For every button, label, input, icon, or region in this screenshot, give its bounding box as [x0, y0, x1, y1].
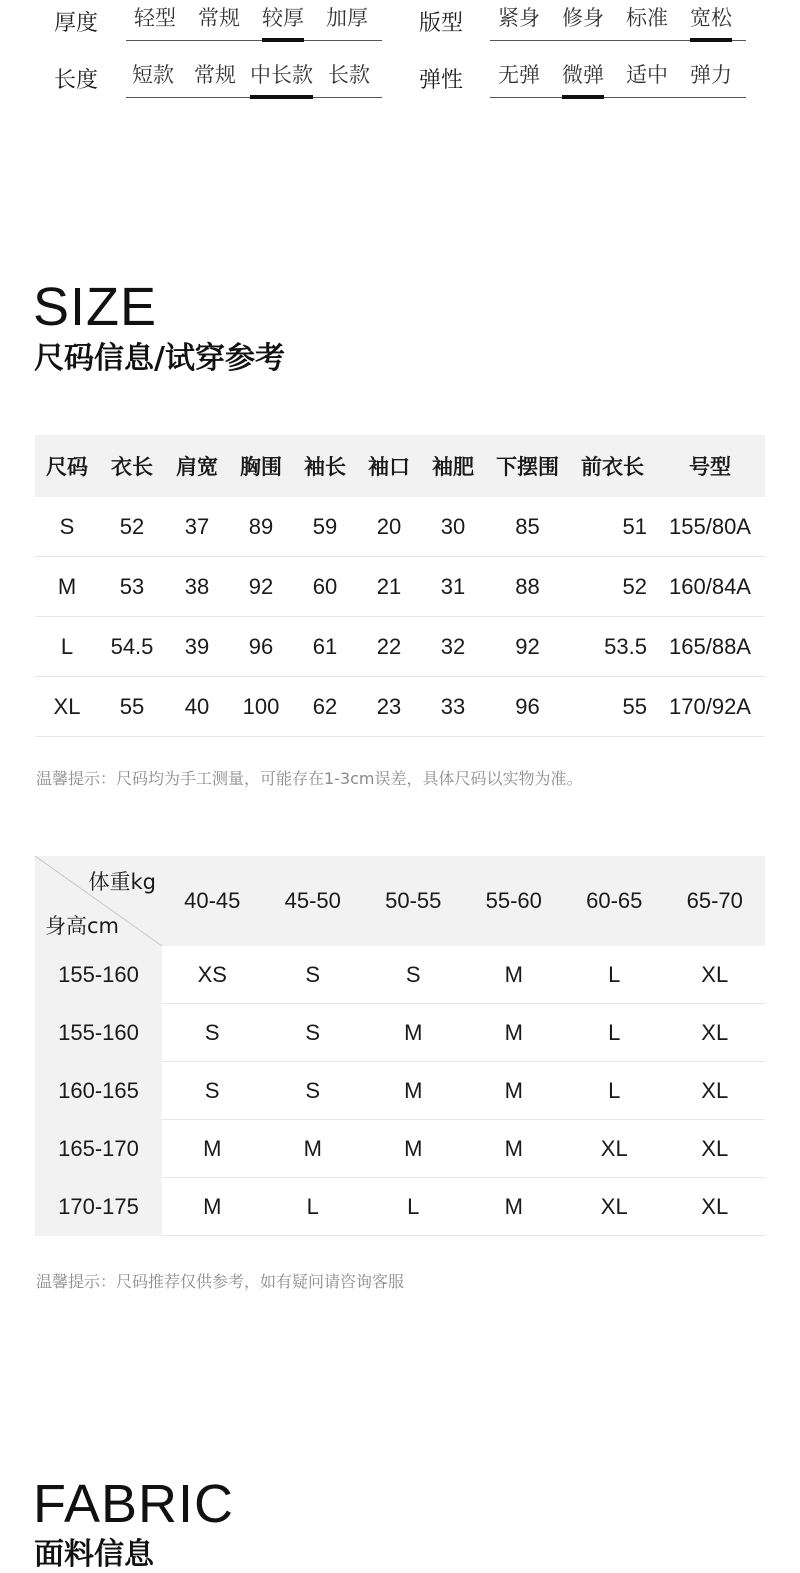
- rec-cell: S: [162, 1004, 263, 1062]
- size-col-header: 袖肥: [421, 435, 485, 497]
- table-row: [35, 617, 765, 677]
- size-cell: 62: [293, 677, 357, 737]
- rec-cell: M: [464, 1120, 565, 1178]
- fit-option: 修身: [562, 6, 604, 30]
- size-cell: S: [35, 497, 99, 557]
- length-option-selected: 中长款: [250, 59, 313, 89]
- rec-cell: XL: [564, 1178, 665, 1236]
- size-col-header: 尺码: [35, 435, 99, 497]
- length-option: 长款: [328, 63, 370, 87]
- size-cell: 155/80A: [655, 497, 765, 557]
- size-cell: 96: [485, 677, 570, 737]
- size-recommendation-table: [35, 856, 765, 1236]
- fit-options: [490, 0, 746, 41]
- rec-cell: S: [162, 1062, 263, 1120]
- rec-cell: M: [464, 1004, 565, 1062]
- weight-col-header: 55-60: [464, 856, 565, 946]
- recommendation-note: 温馨提示：尺码推荐仅供参考，如有疑问请咨询客服: [36, 1272, 405, 1291]
- elasticity-option-selected: 微弹: [562, 59, 604, 89]
- size-title-en: SIZE: [33, 277, 158, 337]
- height-row-header: 160-165: [35, 1062, 162, 1120]
- size-col-header: 号型: [655, 435, 765, 497]
- rec-cell: M: [464, 1062, 565, 1120]
- weight-col-header: 60-65: [564, 856, 665, 946]
- rec-cell: M: [162, 1120, 263, 1178]
- thickness-option: 加厚: [326, 6, 368, 30]
- rec-cell: M: [363, 1004, 464, 1062]
- rec-cell: M: [162, 1178, 263, 1236]
- size-cell: 92: [485, 617, 570, 677]
- rec-cell: M: [363, 1120, 464, 1178]
- rec-cell: L: [564, 1004, 665, 1062]
- size-cell: 38: [165, 557, 229, 617]
- rec-cell: XL: [665, 946, 766, 1004]
- size-col-header: 前衣长: [570, 435, 655, 497]
- weight-col-header: 50-55: [363, 856, 464, 946]
- weight-col-header: 65-70: [665, 856, 766, 946]
- size-cell: 52: [99, 497, 165, 557]
- size-cell: 55: [99, 677, 165, 737]
- rec-cell: M: [464, 1178, 565, 1236]
- table-row: [35, 497, 765, 557]
- fit-option: 紧身: [498, 6, 540, 30]
- attr-row-2: [0, 57, 800, 101]
- size-cell: 170/92A: [655, 677, 765, 737]
- size-cell: 53: [99, 557, 165, 617]
- length-option: 常规: [194, 63, 236, 87]
- size-col-header: 袖长: [293, 435, 357, 497]
- size-cell: 32: [421, 617, 485, 677]
- table-row: [35, 557, 765, 617]
- thickness-label: 厚度: [54, 11, 99, 36]
- size-cell: 53.5: [570, 617, 655, 677]
- fabric-title-cn: 面料信息: [34, 1537, 154, 1572]
- size-cell: 165/88A: [655, 617, 765, 677]
- thickness-option-selected: 较厚: [262, 2, 304, 32]
- fabric-title-en: FABRIC: [33, 1474, 235, 1534]
- length-option: 短款: [132, 63, 174, 87]
- rec-cell: M: [263, 1120, 364, 1178]
- rec-corner-cell: [35, 856, 162, 946]
- rec-cell: XL: [564, 1120, 665, 1178]
- table-row: [35, 1004, 765, 1062]
- height-row-header: 155-160: [35, 946, 162, 1004]
- rec-cell: S: [263, 946, 364, 1004]
- size-cell: 96: [229, 617, 293, 677]
- fit-option: 标准: [626, 6, 668, 30]
- length-options: [126, 57, 382, 98]
- size-cell: 37: [165, 497, 229, 557]
- size-cell: L: [35, 617, 99, 677]
- rec-cell: XS: [162, 946, 263, 1004]
- size-cell: 31: [421, 557, 485, 617]
- size-note: 温馨提示：尺码均为手工测量，可能存在1-3cm误差，具体尺码以实物为准。: [36, 769, 583, 788]
- size-cell: 89: [229, 497, 293, 557]
- elasticity-option: 无弹: [498, 63, 540, 87]
- rec-cell: S: [263, 1062, 364, 1120]
- thickness-options: [126, 0, 382, 41]
- size-cell: 39: [165, 617, 229, 677]
- rec-cell: XL: [665, 1004, 766, 1062]
- table-row: [35, 1178, 765, 1236]
- size-table-header: [35, 435, 765, 497]
- fit-label: 版型: [419, 11, 464, 36]
- size-cell: 88: [485, 557, 570, 617]
- elasticity-options: [490, 57, 746, 98]
- size-cell: 92: [229, 557, 293, 617]
- rec-cell: S: [363, 946, 464, 1004]
- rec-cell: L: [263, 1178, 364, 1236]
- size-col-header: 下摆围: [485, 435, 570, 497]
- height-row-header: 155-160: [35, 1004, 162, 1062]
- fit-option-selected: 宽松: [690, 2, 732, 32]
- rec-cell: M: [363, 1062, 464, 1120]
- rec-cell: XL: [665, 1120, 766, 1178]
- weight-axis-label: 体重kg: [88, 870, 156, 894]
- size-cell: 85: [485, 497, 570, 557]
- thickness-option: 常规: [198, 6, 240, 30]
- rec-cell: XL: [665, 1062, 766, 1120]
- size-cell: 55: [570, 677, 655, 737]
- size-cell: 61: [293, 617, 357, 677]
- size-title-cn: 尺码信息/试穿参考: [34, 341, 285, 376]
- height-axis-label: 身高cm: [45, 914, 120, 938]
- size-cell: 23: [357, 677, 421, 737]
- rec-cell: M: [464, 946, 565, 1004]
- size-cell: 160/84A: [655, 557, 765, 617]
- size-table: [35, 435, 765, 737]
- size-col-header: 袖口: [357, 435, 421, 497]
- height-row-header: 165-170: [35, 1120, 162, 1178]
- rec-table-header: [35, 856, 765, 946]
- size-cell: 21: [357, 557, 421, 617]
- length-label: 长度: [54, 68, 99, 93]
- size-cell: 59: [293, 497, 357, 557]
- rec-cell: L: [564, 946, 665, 1004]
- size-cell: 20: [357, 497, 421, 557]
- size-cell: 40: [165, 677, 229, 737]
- table-row: [35, 677, 765, 737]
- attr-row-1: [0, 0, 800, 44]
- size-cell: 51: [570, 497, 655, 557]
- table-row: [35, 1120, 765, 1178]
- weight-col-header: 45-50: [263, 856, 364, 946]
- size-cell: 30: [421, 497, 485, 557]
- weight-col-header: 40-45: [162, 856, 263, 946]
- size-col-header: 胸围: [229, 435, 293, 497]
- size-cell: 100: [229, 677, 293, 737]
- rec-cell: XL: [665, 1178, 766, 1236]
- size-cell: 22: [357, 617, 421, 677]
- size-col-header: 衣长: [99, 435, 165, 497]
- elasticity-option: 弹力: [690, 63, 732, 87]
- size-cell: 52: [570, 557, 655, 617]
- height-row-header: 170-175: [35, 1178, 162, 1236]
- rec-cell: S: [263, 1004, 364, 1062]
- thickness-option: 轻型: [134, 6, 176, 30]
- size-cell: 33: [421, 677, 485, 737]
- rec-cell: L: [564, 1062, 665, 1120]
- elasticity-label: 弹性: [419, 68, 464, 93]
- table-row: [35, 1062, 765, 1120]
- elasticity-option: 适中: [626, 63, 668, 87]
- size-cell: 60: [293, 557, 357, 617]
- size-col-header: 肩宽: [165, 435, 229, 497]
- table-row: [35, 946, 765, 1004]
- size-cell: XL: [35, 677, 99, 737]
- size-cell: M: [35, 557, 99, 617]
- size-cell: 54.5: [99, 617, 165, 677]
- rec-cell: L: [363, 1178, 464, 1236]
